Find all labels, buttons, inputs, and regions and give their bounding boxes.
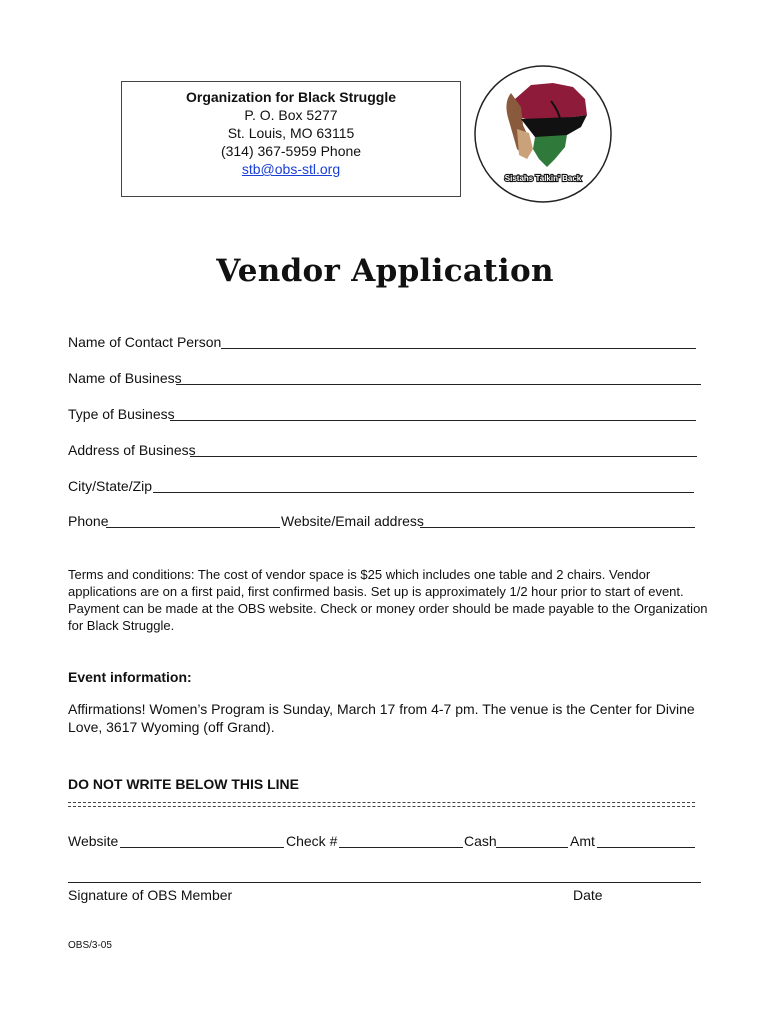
website-line[interactable] — [120, 847, 284, 848]
phone-line: (314) 367-5959 Phone — [220, 143, 362, 159]
terms-and-conditions: Terms and conditions: The cost of vendor space is $25 which includes one table and 2 chairs. Vendor applications are on a first paid, first confirmed basis. Set up is approximately 1/2 hour prior to start of event. Payment can be made at the OBS website. Check or money order should be made payable to the Organization for Black Struggle. — [68, 567, 708, 633]
contact-person-line[interactable] — [221, 348, 696, 349]
website-email-line[interactable] — [420, 527, 695, 528]
po-box: P. O. Box 5277 — [244, 107, 338, 123]
page-title: Vendor Application — [216, 253, 554, 289]
divider-dashed-top — [68, 802, 695, 803]
business-address-line[interactable] — [190, 456, 697, 457]
org-name: Organization for Black Struggle — [185, 89, 397, 105]
city-state-zip-line[interactable] — [153, 492, 694, 493]
contact-person-label: Name of Contact Person — [68, 334, 222, 350]
phone-label: Phone — [68, 513, 109, 529]
amt-line[interactable] — [597, 847, 695, 848]
website-label: Website — [68, 833, 119, 849]
signature-line[interactable] — [68, 882, 701, 883]
check-line[interactable] — [339, 847, 463, 848]
check-label: Check # — [286, 833, 338, 849]
logo-caption: Sistahs Talkin' Back — [504, 174, 582, 183]
phone-line[interactable] — [106, 527, 280, 528]
cash-label: Cash — [464, 833, 497, 849]
city-line: St. Louis, MO 63115 — [227, 125, 355, 141]
business-name-line[interactable] — [176, 384, 701, 385]
do-not-write-heading: DO NOT WRITE BELOW THIS LINE — [68, 776, 299, 792]
divider-dashed-bottom — [68, 806, 695, 807]
sistahs-talkin-back-logo — [473, 63, 613, 205]
cash-line[interactable] — [496, 847, 568, 848]
business-name-label: Name of Business — [68, 370, 182, 386]
form-code: OBS/3-05 — [68, 940, 112, 951]
date-label: Date — [573, 887, 603, 903]
business-type-line[interactable] — [170, 420, 696, 421]
organization-address-box — [121, 81, 461, 197]
event-description: Affirmations! Women’s Program is Sunday, March 17 from 4-7 pm. The venue is the Center for Divine Love, 3617 Wyoming (off Grand). — [68, 701, 695, 735]
amt-label: Amt — [570, 833, 595, 849]
event-heading: Event information: — [68, 669, 192, 685]
city-state-zip-label: City/State/Zip — [68, 478, 153, 494]
email-link[interactable]: stb@obs-stl.org — [241, 161, 341, 177]
business-address-label: Address of Business — [68, 442, 196, 458]
website-email-label: Website/Email address — [281, 513, 424, 529]
signature-label: Signature of OBS Member — [68, 887, 233, 903]
business-type-label: Type of Business — [68, 406, 175, 422]
